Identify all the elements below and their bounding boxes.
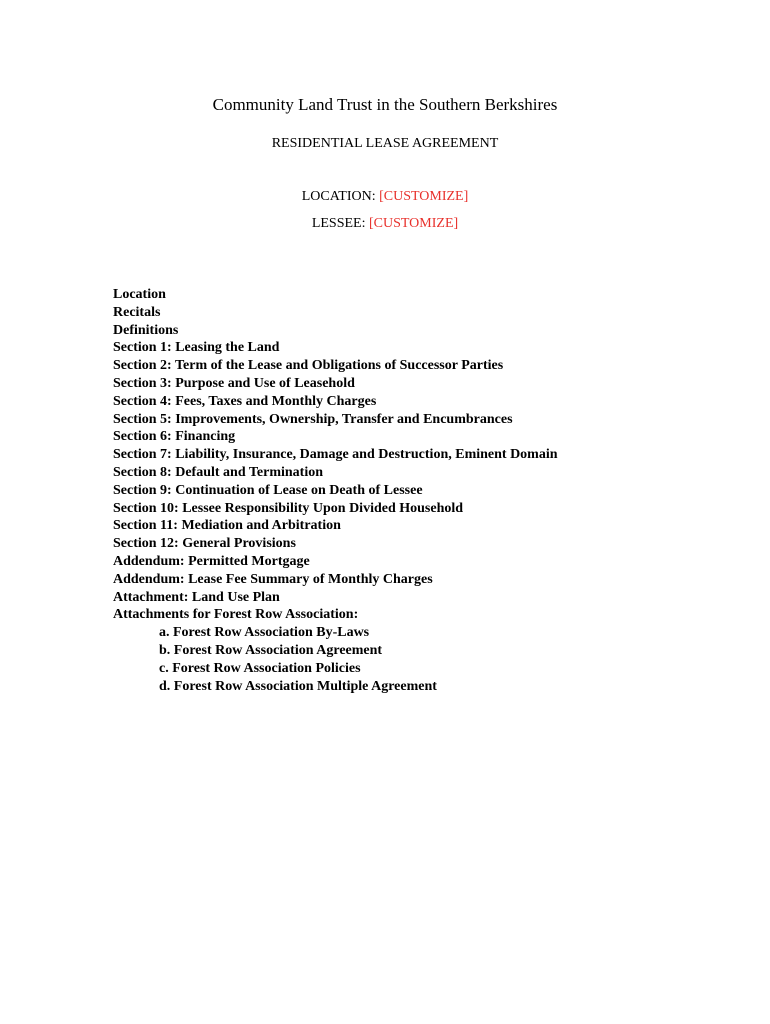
document-title: Community Land Trust in the Southern Berkshires — [212, 95, 558, 114]
toc-item-attachment-land-use: Attachment: Land Use Plan — [113, 589, 280, 605]
toc-item-section-3: Section 3: Purpose and Use of Leasehold — [113, 375, 355, 391]
toc-item-definitions: Definitions — [113, 322, 179, 338]
toc-item-recitals: Recitals — [113, 304, 161, 320]
location-label: LOCATION: — [301, 189, 380, 204]
toc-item-section-7: Section 7: Liability, Insurance, Damage and Destruction, Eminent Domain — [113, 447, 558, 463]
toc-item-section-2: Section 2: Term of the Lease and Obligations of Successor Parties — [113, 358, 504, 374]
toc-item-section-9: Section 9: Continuation of Lease on Death of Lessee — [113, 482, 423, 498]
toc-item-section-4: Section 4: Fees, Taxes and Monthly Charges — [113, 393, 377, 409]
toc-item-section-5: Section 5: Improvements, Ownership, Transfer and Encumbrances — [113, 411, 513, 427]
toc-item-section-8: Section 8: Default and Termination — [113, 464, 324, 480]
toc-item-location: Location — [113, 287, 166, 302]
toc-item-addendum-lease-fee: Addendum: Lease Fee Summary of Monthly Charges — [113, 571, 433, 587]
toc-item-section-12: Section 12: General Provisions — [113, 536, 296, 552]
lessee-placeholder: [CUSTOMIZE] — [368, 216, 459, 231]
location-field — [0, 188, 770, 206]
toc-item-section-11: Section 11: Mediation and Arbitration — [113, 518, 341, 534]
toc-item-addendum-mortgage: Addendum: Permitted Mortgage — [113, 553, 310, 569]
lessee-field — [0, 215, 770, 233]
toc-item-section-6: Section 6: Financing — [113, 429, 236, 445]
toc-subitem-policies: c. Forest Row Association Policies — [159, 660, 361, 676]
toc-subitem-agreement: b. Forest Row Association Agreement — [159, 642, 383, 658]
location-placeholder: [CUSTOMIZE] — [379, 189, 469, 204]
lessee-label: LESSEE: — [311, 216, 369, 231]
toc-item-attachments-forest-row: Attachments for Forest Row Association: — [113, 607, 359, 623]
table-of-contents — [113, 286, 733, 695]
toc-subitem-multiple-agreement: d. Forest Row Association Multiple Agreement — [159, 678, 437, 694]
document-subtitle: RESIDENTIAL LEASE AGREEMENT — [271, 136, 499, 151]
toc-subitem-bylaws: a. Forest Row Association By-Laws — [159, 625, 370, 641]
toc-item-section-1: Section 1: Leasing the Land — [113, 340, 280, 356]
toc-item-section-10: Section 10: Lessee Responsibility Upon Divided Household — [113, 500, 464, 516]
